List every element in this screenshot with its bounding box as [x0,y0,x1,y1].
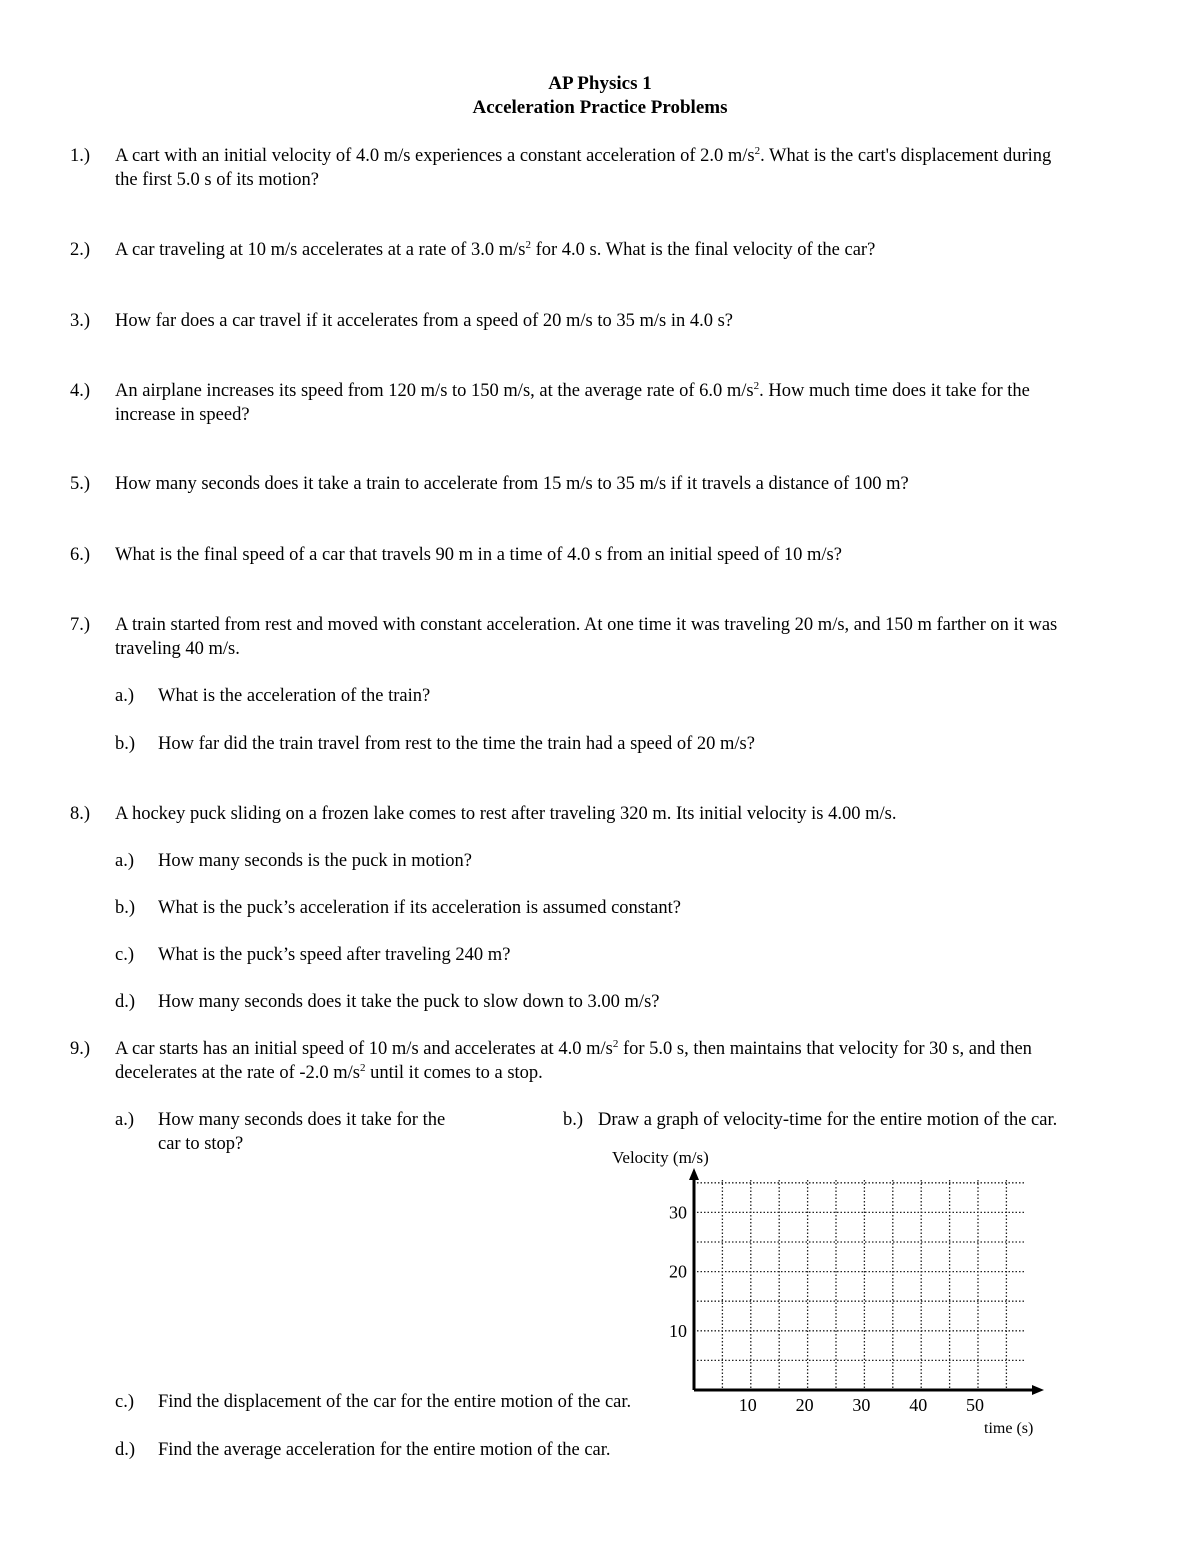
problem-3-text: How far does a car travel if it accelerates from a speed of 20 m/s to 35 m/s in 4.0 s? [115,311,733,331]
problem-3-number: 3.) [70,311,91,331]
problem-6-text: What is the final speed of a car that travels 90 m in a time of 4.0 s from an initial speed of 10 m/s? [115,545,842,565]
x-tick-label: 50 [966,1395,984,1415]
problem-2-text: A car traveling at 10 m/s accelerates at a rate of 3.0 $m/s^2$ for 4.0 s. What is the final velocity of the car? [115,239,876,260]
problem-7b-label: b.) [115,734,136,754]
y-axis-arrow-icon [689,1168,699,1180]
problem-9d-text: Find the average acceleration for the entire motion of the car. [158,1440,611,1460]
problem-8c-label: c.) [115,945,134,965]
problem-9d-label: d.) [115,1440,136,1460]
x-axis-arrow-icon [1032,1385,1044,1395]
page-title: Acceleration Practice Problems [472,97,728,118]
problem-7b-text: How far did the train travel from rest to the time the train had a speed of 20 m/s? [158,734,755,754]
problem-4-text: An airplane increases its speed from 120 m/s to 150 m/s, at the average rate of 6.0 $m/s^2$. How much time does it take for the increase in speed? [115,380,1030,425]
x-tick-label: 40 [909,1395,928,1415]
problem-5-number: 5.) [70,474,91,494]
problem-6-number: 6.) [70,545,91,565]
x-tick-label: 20 [795,1395,814,1415]
problem-8a-text: How many seconds is the puck in motion? [158,851,472,871]
problem-9-number: 9.) [70,1039,91,1059]
problem-8d-label: d.) [115,992,136,1012]
problem-8b-label: b.) [115,898,136,918]
problem-8-number: 8.) [70,804,91,824]
problem-9b-label: b.) [563,1110,584,1130]
velocity-time-graph[interactable] [560,1140,1080,1450]
y-tick-labels [669,1202,687,1340]
problem-8-text: A hockey puck sliding on a frozen lake comes to rest after traveling 320 m. Its initial velocity is 4.00 m/s. [115,804,897,824]
x-tick-labels [739,1395,984,1415]
x-tick-label: 30 [852,1395,871,1415]
problem-8a-label: a.) [115,851,134,871]
problem-8d-text: How many seconds does it take the puck to slow down to 3.00 m/s? [158,992,660,1012]
problem-9b-text: Draw a graph of velocity-time for the entire motion of the car. [598,1110,1058,1130]
problem-7-text: A train started from rest and moved with constant acceleration. At one time it was traveling 20 m/s, and 150 m farther on it was traveling 40 m/s. [115,615,1058,659]
problem-2-number: 2.) [70,240,91,260]
problem-1-number: 1.) [70,146,91,166]
problem-9c-label: c.) [115,1392,134,1412]
problem-8c-text: What is the puck’s speed after traveling 240 m? [158,945,511,965]
y-tick-label: 20 [669,1261,687,1282]
problem-7a-label: a.) [115,686,134,706]
y-axis-label: Velocity (m/s) [612,1148,709,1167]
problem-9a-label: a.) [115,1110,134,1130]
problem-7a-text: What is the acceleration of the train? [158,686,431,706]
y-tick-label: 10 [669,1320,687,1341]
problem-9c-text: Find the displacement of the car for the entire motion of the car. [158,1392,632,1412]
x-tick-label: 10 [738,1395,757,1415]
problem-8b-text: What is the puck’s acceleration if its acceleration is assumed constant? [158,898,681,918]
graph-grid [697,1180,1024,1390]
problem-9a-text: How many seconds does it take for the car to stop? [158,1110,446,1154]
problem-4-number: 4.) [70,381,91,401]
x-axis-label: time (s) [984,1420,1034,1437]
problem-5-text: How many seconds does it take a train to accelerate from 15 m/s to 35 m/s if it travels a distance of 100 m? [115,474,909,494]
problem-9-text: A car starts has an initial speed of 10 m/s and accelerates at 4.0 $m/s^2$ for 5.0 s, then maintains that velocity for 30 s, and then decelerates at the rate of -2.0 $m/s^2$ until it comes to a stop. [115,1038,1032,1083]
problem-1-text: A cart with an initial velocity of 4.0 m/s experiences a constant acceleration of 2.0 $m/s^2$. What is the cart's displacement during the first 5.0 s of its motion? [115,145,1052,190]
y-tick-label: 30 [669,1202,687,1223]
course-title: AP Physics 1 [548,73,652,94]
problem-7-number: 7.) [70,615,91,635]
